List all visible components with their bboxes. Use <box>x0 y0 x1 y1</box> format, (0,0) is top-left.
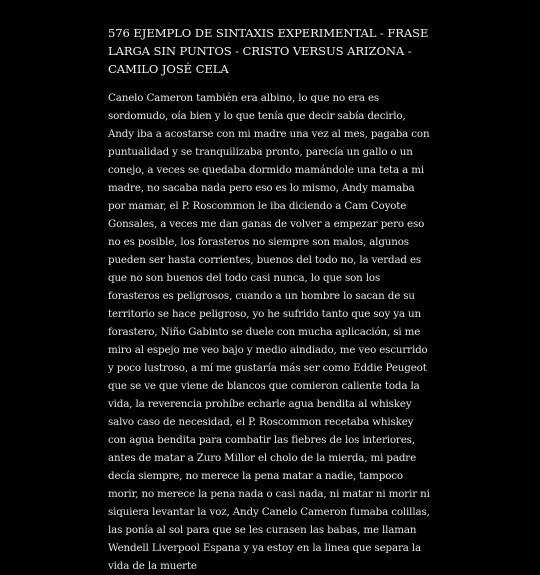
document-content <box>108 24 434 575</box>
document-title: 576 EJEMPLO DE SINTAXIS EXPERIMENTAL - FRASE LARGA SIN PUNTOS - CRISTO VERSUS ARIZONA - CAMILO JOSÉ CELA <box>108 26 429 76</box>
document-body: Canelo Cameron también era albino, lo que no era es sordomudo, oía bien y lo que tenía que decir sabía decirlo, Andy iba a acostarse con mi madre una vez al mes, pagaba con puntualidad y se tranquilizaba pronto, parecía un gallo o un conejo, a veces se quedaba dormido mamándole una teta a mi madre, no sacaba nada pero eso es lo mismo, Andy mamaba por mamar, el P. Roscommon le iba diciendo a Cam Coyote Gonsales, a veces me dan ganas de volver a empezar pero eso no es posible, los forasteros no siempre son malos, algunos pueden ser hasta corrientes, buenos del todo no, la verdad es que no son buenos del todo casi nunca, lo que son los forasteros es peligrosos, cuando a un hombre lo sacan de su territorio se hace peligroso, yo he sufrido tanto que soy ya un forastero, Niño Gabinto se duele con mucha aplicación, si me miro al espejo me veo bajo y medio aindiado, me veo escurrido y poco lustroso, a mí me gustaría más ser como Eddie Peugeot que se ve que viene de blancos que comieron caliente toda la vida, la reverencia prohíbe echarle agua bendita al whiskey salvo caso de necesidad, el P. Roscommon recetaba whiskey con agua bendita para combatir las fiebres de los interiores, antes de matar a Zuro Millor el cholo de la mierda, mi padre decía siempre, no merece la pena matar a nadie, tampoco morir, no merece la pena nada o casi nada, ni matar ni morir ni siquiera levantar la voz, Andy Canelo Cameron fumaba colillas, las ponía al sol para que se les curasen las babas, me llaman Wendell Liverpool Espana y ya estoy en la linea que separa la vida de la muerte <box>108 92 430 572</box>
